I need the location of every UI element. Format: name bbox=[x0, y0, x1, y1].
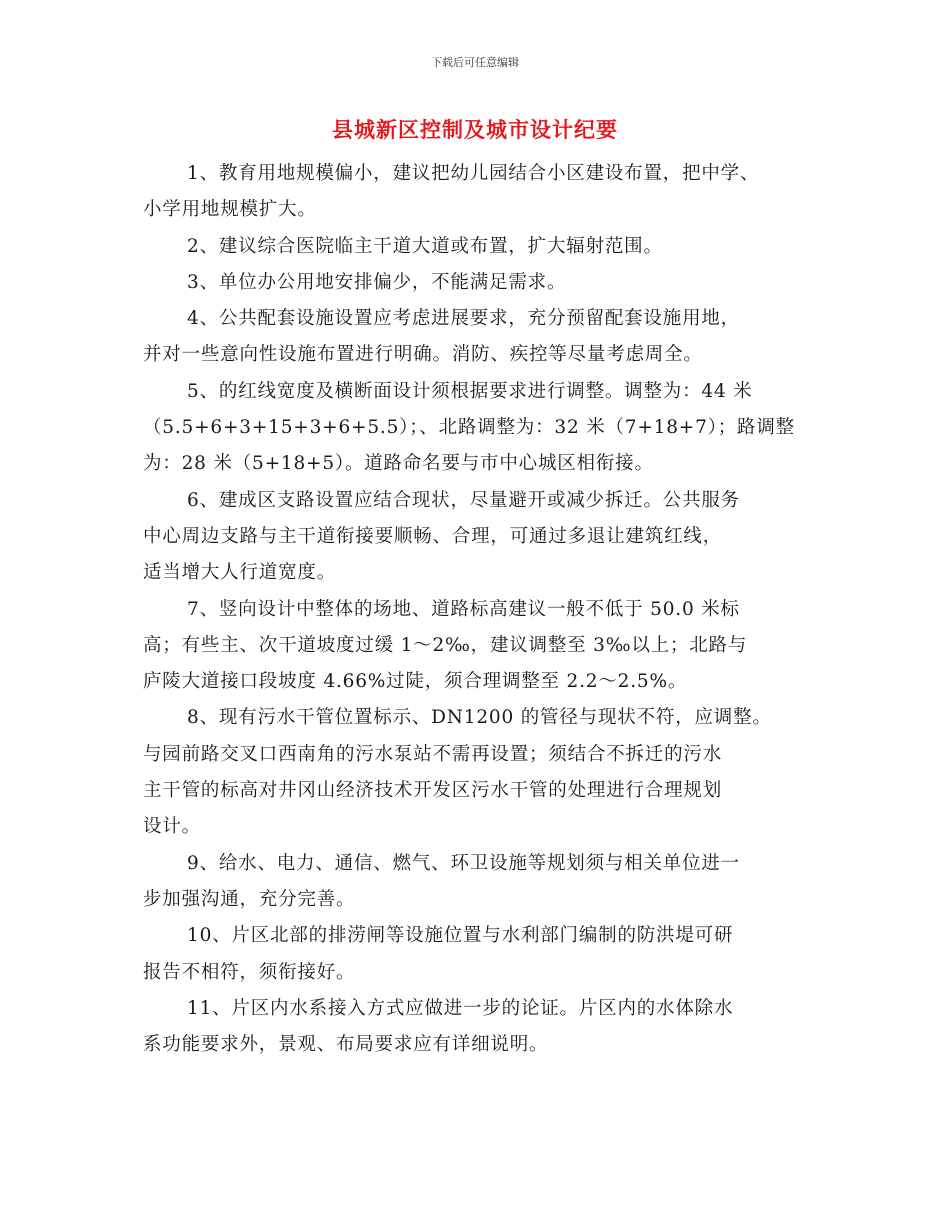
paragraph-item-6 bbox=[143, 483, 823, 592]
document-title: 县城新区控制及城市设计纪要 bbox=[332, 118, 618, 142]
paragraph-item-5 bbox=[143, 374, 823, 483]
paragraph-line: 10、片区北部的排涝闸等设施位置与水利部门编制的防洪堤可研 bbox=[187, 925, 734, 947]
paragraph-line: 步加强沟通，充分完善。 bbox=[143, 888, 356, 910]
paragraph-item-7 bbox=[143, 592, 823, 701]
paragraph-line: 主干管的标高对井冈山经济技术开发区污水干管的处理进行合理规划 bbox=[143, 780, 723, 802]
document-body bbox=[143, 156, 823, 1063]
paragraph-line: 适当增大人行道宽度。 bbox=[143, 562, 337, 584]
paragraph-item-9 bbox=[143, 846, 823, 919]
paragraph-item-1 bbox=[143, 156, 823, 229]
paragraph-line: 11、片区内水系接入方式应做进一步的论证。片区内的水体除水 bbox=[187, 997, 734, 1019]
paragraph-line: 9、给水、电力、通信、燃气、环卫设施等规划须与相关单位进一 bbox=[187, 852, 740, 874]
paragraph-line: 3、单位办公用地安排偏少，不能满足需求。 bbox=[187, 271, 567, 293]
paragraph-line: 小学用地规模扩大。 bbox=[143, 199, 317, 221]
paragraph-line: 庐陵大道接口段坡度 4.66%过陡，须合理调整至 2.2～2.5%。 bbox=[143, 671, 688, 693]
paragraph-line: 5、的红线宽度及横断面设计须根据要求进行调整。调整为：44 米 bbox=[187, 380, 753, 402]
paragraph-item-11 bbox=[143, 991, 823, 1064]
page-header-note: 下载后可任意编辑 bbox=[431, 56, 519, 69]
paragraph-line: 2、建议综合医院临主干道大道或布置，扩大辐射范围。 bbox=[187, 235, 663, 257]
paragraph-line: 设计。 bbox=[143, 816, 201, 838]
paragraph-line: 报告不相符，须衔接好。 bbox=[143, 961, 356, 983]
paragraph-line: 7、竖向设计中整体的场地、道路标高建议一般不低于 50.0 米标 bbox=[187, 598, 740, 620]
paragraph-line: 4、公共配套设施设置应考虑进展要求，充分预留配套设施用地， bbox=[187, 308, 740, 330]
paragraph-item-8 bbox=[143, 700, 823, 845]
paragraph-line: 8、现有污水干管位置标示、DN1200 的管径与现状不符，应调整。 bbox=[187, 707, 772, 729]
paragraph-item-10 bbox=[143, 918, 823, 991]
paragraph-line: 系功能要求外，景观、布局要求应有详细说明。 bbox=[143, 1034, 549, 1056]
paragraph-item-4 bbox=[143, 301, 823, 374]
paragraph-line: 中心周边支路与主干道衔接要顺畅、合理，可通过多退让建筑红线， bbox=[143, 525, 723, 547]
paragraph-item-3 bbox=[143, 265, 823, 301]
paragraph-line: 为：28 米（5+18+5）。道路命名要与市中心城区相衔接。 bbox=[143, 453, 654, 475]
paragraph-line: （5.5+6+3+15+3+6+5.5）；、北路调整为：32 米（7+18+7）；路调整 bbox=[143, 417, 795, 439]
paragraph-line: 6、建成区支路设置应结合现状，尽量避开或减少拆迁。公共服务 bbox=[187, 489, 740, 511]
paragraph-item-2 bbox=[143, 229, 823, 265]
paragraph-line: 1、教育用地规模偏小，建议把幼儿园结合小区建设布置，把中学、 bbox=[187, 163, 760, 184]
paragraph-line: 高；有些主、次干道坡度过缓 1～2‰，建议调整至 3‰以上；北路与 bbox=[143, 634, 748, 656]
paragraph-line: 与园前路交叉口西南角的污水泵站不需再设置；须结合不拆迁的污水 bbox=[143, 743, 723, 765]
paragraph-line: 并对一些意向性设施布置进行明确。消防、疾控等尽量考虑周全。 bbox=[143, 344, 703, 366]
